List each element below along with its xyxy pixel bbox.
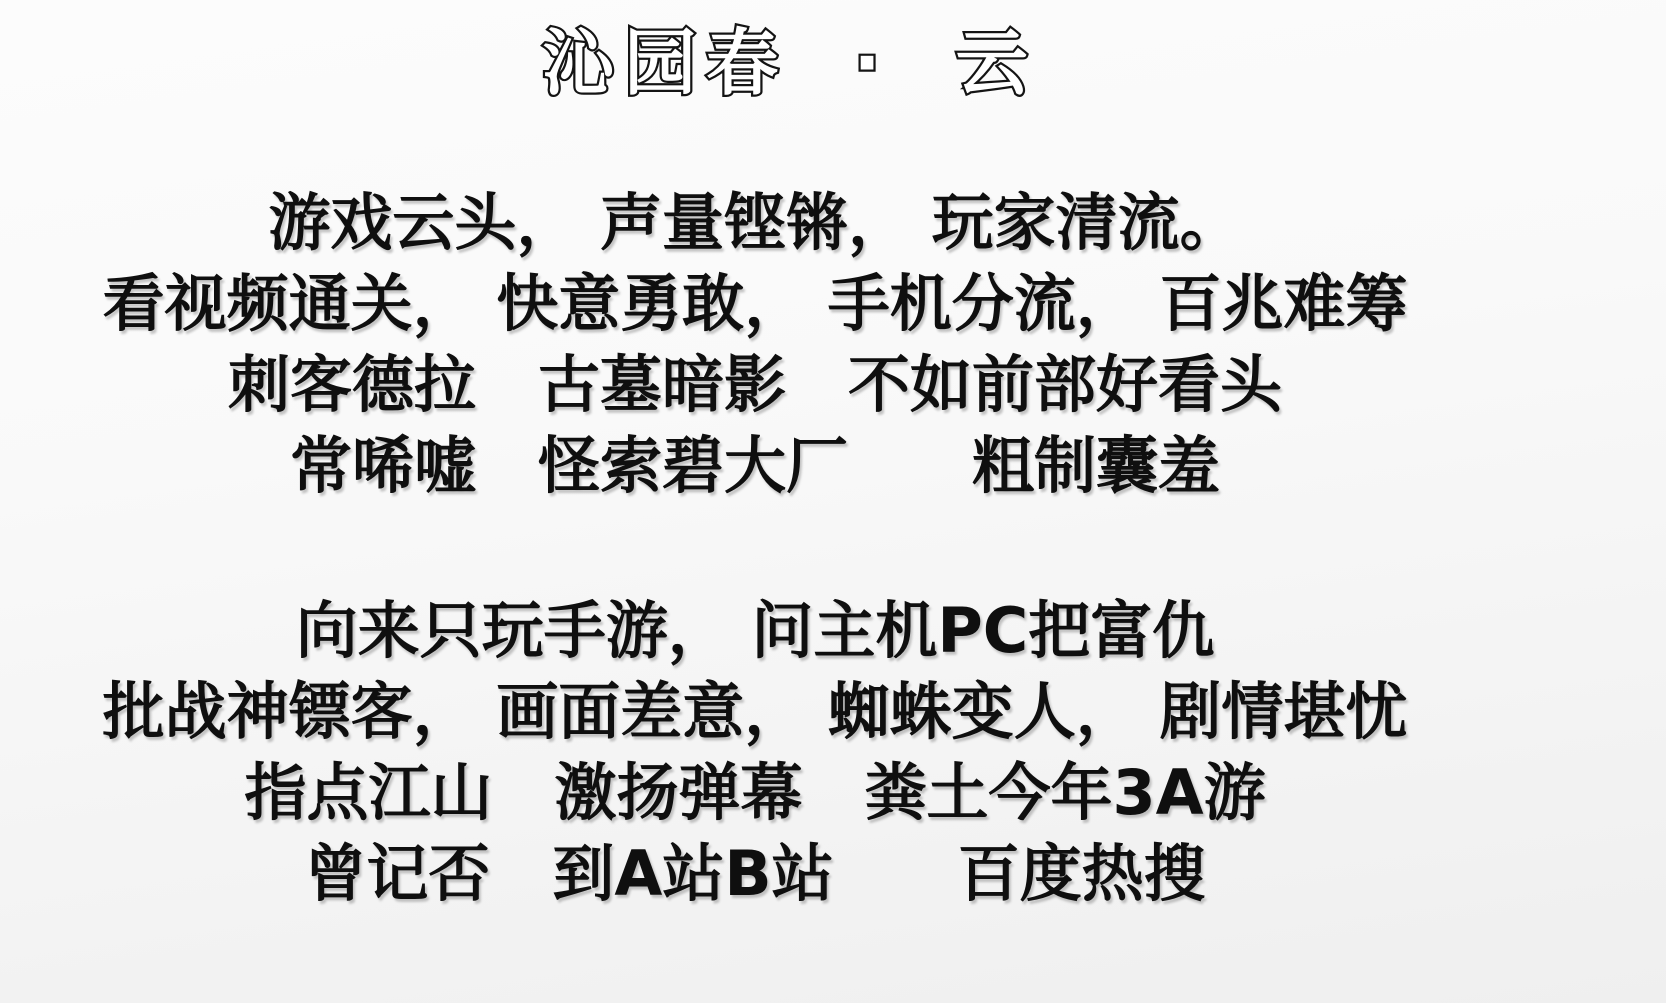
poem-line-3: 刺客德拉 古墓暗影 不如前部好看头 [227, 348, 1282, 421]
stanza-1 [0, 182, 1510, 506]
poem-title: 沁园春 · 云 [542, 21, 1038, 105]
stanza-2 [0, 590, 1510, 914]
poem-line-1: 游戏云头， 声量铿锵， 玩家清流。 [268, 186, 1242, 259]
poem-line-6: 批战神镖客， 画面差意， 蜘蛛变人， 剧情堪忧 [102, 675, 1408, 748]
poem-line-8: 曾记否 到A站B站 百度热搜 [304, 837, 1206, 910]
poem-line-2: 看视频通关， 快意勇敢， 手机分流， 百兆难筹 [102, 267, 1408, 340]
poem-body [0, 182, 1510, 914]
poem-line-5: 向来只玩手游， 问主机PC把富仇 [295, 594, 1215, 667]
poem-line-7: 指点江山 激扬弹幕 粪土今年3A游 [244, 756, 1266, 829]
poem-line-4: 常唏嘘 怪索碧大厂 粗制囊羞 [289, 429, 1220, 502]
